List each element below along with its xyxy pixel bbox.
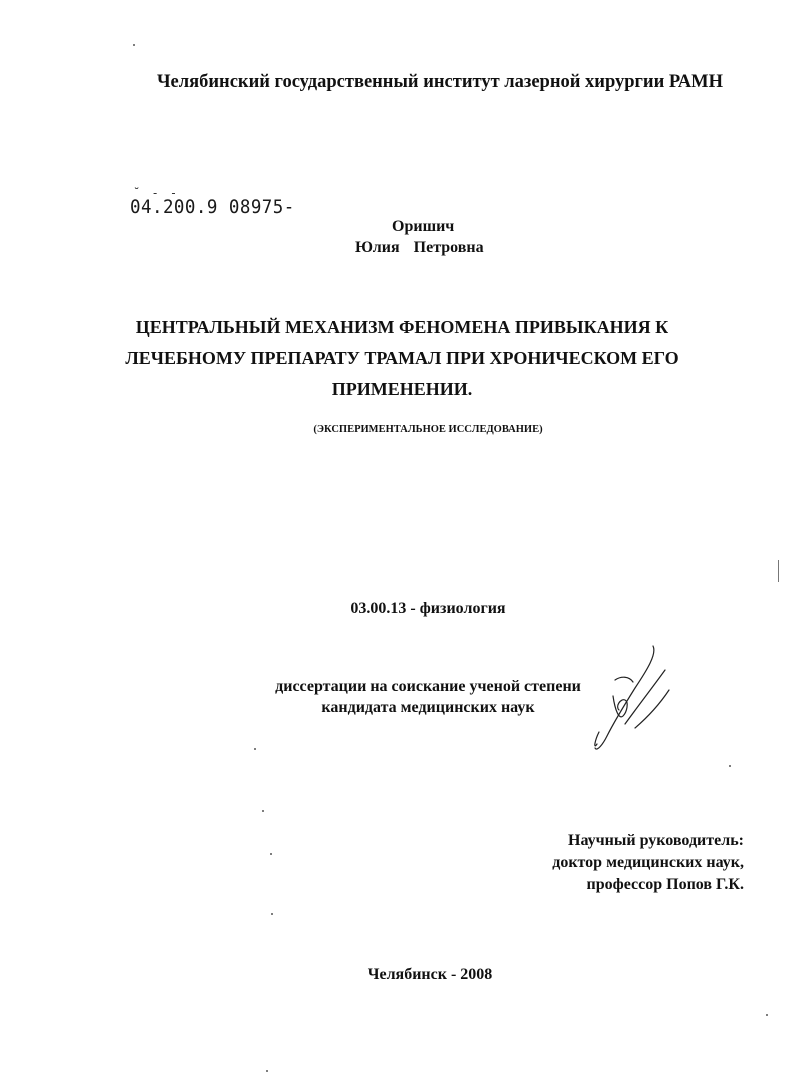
supervisor-line: профессор Попов Г.К.	[586, 876, 744, 893]
handwritten-signature	[585, 640, 675, 760]
scan-speck	[778, 560, 779, 582]
dissertation-subtitle: (ЭКСПЕРИМЕНТАЛЬНОЕ ИССЛЕДОВАНИЕ)	[313, 424, 543, 435]
title-line: ЦЕНТРАЛЬНЫЙ МЕХАНИЗМ ФЕНОМЕНА ПРИВЫКАНИЯ К	[135, 317, 669, 337]
supervisor-line: Научный руководитель:	[568, 832, 744, 849]
author-first-names: Юлия Петровна	[355, 239, 484, 256]
author-last-name: Оришич	[392, 218, 455, 235]
stamp-mark: ˘ - -	[133, 186, 180, 200]
scan-speck	[729, 765, 731, 767]
scan-speck	[133, 44, 135, 46]
library-stamp: 04.200.9 08975-	[130, 196, 295, 218]
scan-speck	[271, 913, 273, 915]
supervisor-block	[480, 830, 744, 896]
degree-line: кандидата медицинских наук	[321, 699, 535, 716]
institute-name: Челябинский государственный институт лазерной хирургии РАМН	[156, 72, 724, 92]
scan-speck	[266, 1070, 268, 1072]
degree-line: диссертации на соискание ученой степени	[275, 678, 581, 695]
dissertation-title	[120, 312, 684, 405]
specialty-code: 03.00.13 - физиология	[350, 600, 506, 617]
degree-statement	[258, 676, 598, 718]
scan-speck	[262, 810, 264, 812]
scan-speck	[254, 748, 256, 750]
title-line: ПРИМЕНЕНИИ.	[331, 379, 473, 399]
scan-speck	[270, 853, 272, 855]
scan-speck	[766, 1014, 768, 1016]
title-line: ЛЕЧЕБНОМУ ПРЕПАРАТУ ТРАМАЛ ПРИ ХРОНИЧЕСКОМ ЕГО	[125, 348, 679, 368]
city-year: Челябинск - 2008	[367, 966, 493, 983]
supervisor-line: доктор медицинских наук,	[552, 854, 744, 871]
